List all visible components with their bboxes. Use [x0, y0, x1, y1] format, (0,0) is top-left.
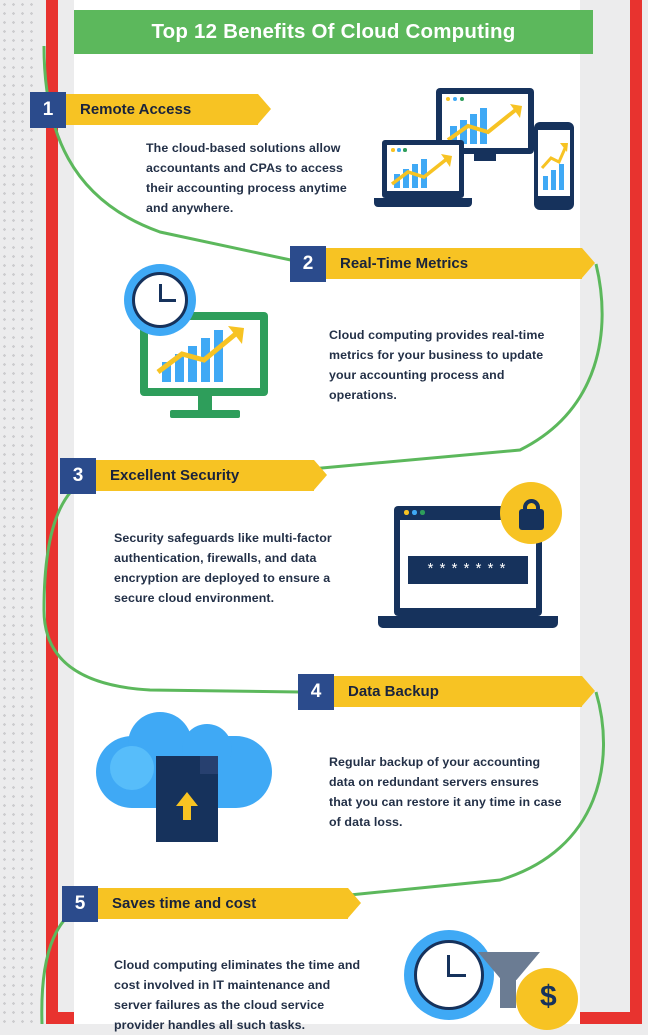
- item-heading-4: Data Backup: [348, 683, 439, 700]
- item-number-4: 4: [298, 674, 334, 710]
- item-text-4: Regular backup of your accounting data on redundant servers ensures that you can restore it any time in case of data loss.: [329, 755, 562, 829]
- password-mask: *******: [425, 561, 510, 579]
- item-number-5: 5: [62, 886, 98, 922]
- item-heading-3: Excellent Security: [110, 467, 240, 484]
- item-heading-5: Saves time and cost: [112, 895, 257, 912]
- page-title: Top 12 Benefits Of Cloud Computing: [151, 20, 516, 43]
- item-heading-1: Remote Access: [80, 101, 192, 118]
- item-text-2: Cloud computing provides real-time metrics for your business to update your accounting process and operations.: [329, 328, 545, 402]
- item-text-1: The cloud-based solutions allow accountants and CPAs to access their accounting process anytime and anywhere.: [146, 141, 347, 215]
- band-tail: [582, 676, 595, 706]
- item-heading-band-1: [66, 94, 258, 125]
- item-heading-2: Real-Time Metrics: [340, 255, 469, 272]
- item-heading-band-4: [334, 676, 582, 707]
- dot-texture: [0, 0, 34, 1024]
- band-tail: [314, 460, 327, 490]
- item-heading-band-3: [96, 460, 314, 491]
- band-tail: [582, 248, 595, 278]
- infographic-title-bar: [74, 10, 593, 54]
- item-heading-band-2: [326, 248, 582, 279]
- band-tail: [348, 888, 361, 918]
- item-number-1: 1: [30, 92, 66, 128]
- item-text-5: Cloud computing eliminates the time and cost involved in IT maintenance and server failures as the cloud service provider handles all such tasks.: [114, 958, 361, 1032]
- red-frame-left: [46, 0, 58, 1024]
- band-tail: [258, 94, 271, 124]
- item-number-3: 3: [60, 458, 96, 494]
- item-heading-band-5: [98, 888, 348, 919]
- item-number-2: 2: [290, 246, 326, 282]
- item-text-3: Security safeguards like multi-factor authentication, firewalls, and data encryption are deployed to ensure a secure cloud environment.: [114, 531, 332, 605]
